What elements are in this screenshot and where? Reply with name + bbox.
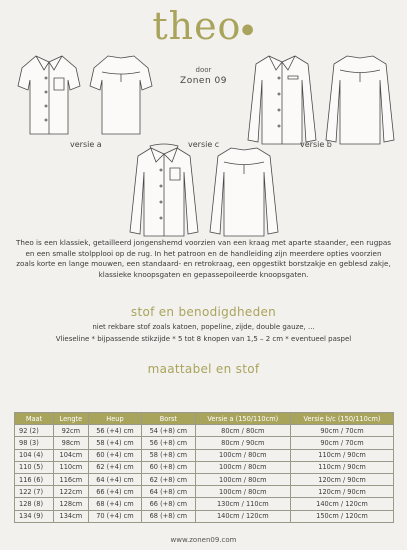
versie-b-label: versie b	[300, 140, 332, 149]
size-table-cell: 100cm / 80cm	[195, 461, 290, 473]
size-table-cell: 64 (+8) cm	[142, 486, 195, 498]
table-row	[15, 498, 394, 510]
size-table-cell: 140cm / 120cm	[291, 498, 394, 510]
table-row	[15, 510, 394, 522]
table-row	[15, 486, 394, 498]
size-table-cell: 80cm / 80cm	[195, 425, 290, 437]
shirt-versie-a-front-illustration	[14, 48, 84, 138]
size-table-cell: 120cm / 90cm	[291, 486, 394, 498]
materials-line-1: niet rekbare stof zoals katoen, popeline, zijde, double gauze, ...	[92, 323, 315, 331]
size-table-cell: 134 (9)	[15, 510, 54, 522]
size-table-cell: 134cm	[54, 510, 89, 522]
size-table-header-cell: Versie a (150/110cm)	[195, 413, 290, 425]
size-table-cell: 90cm / 70cm	[291, 425, 394, 437]
size-table-cell: 150cm / 120cm	[291, 510, 394, 522]
size-table-cell: 56 (+4) cm	[88, 425, 141, 437]
size-table-cell: 58 (+8) cm	[142, 449, 195, 461]
table-row	[15, 461, 394, 473]
size-table-cell: 56 (+8) cm	[142, 437, 195, 449]
size-table-cell: 60 (+4) cm	[88, 449, 141, 461]
size-table-cell: 90cm / 70cm	[291, 437, 394, 449]
size-table-cell: 100cm / 80cm	[195, 473, 290, 485]
size-table-header-cell: Lengte	[54, 413, 89, 425]
size-table-cell: 70 (+4) cm	[88, 510, 141, 522]
size-table-cell: 122 (7)	[15, 486, 54, 498]
size-table-cell: 98cm	[54, 437, 89, 449]
versie-a-label: versie a	[70, 140, 102, 149]
title-text: theo	[152, 4, 242, 48]
size-table-cell: 128cm	[54, 498, 89, 510]
size-table-cell: 98 (3)	[15, 437, 54, 449]
size-table-cell: 110cm / 90cm	[291, 449, 394, 461]
size-table-cell: 128 (8)	[15, 498, 54, 510]
size-table-cell: 122cm	[54, 486, 89, 498]
size-table-body	[15, 425, 394, 523]
shirt-versie-b-back-illustration	[322, 48, 398, 148]
size-table-cell: 110cm	[54, 461, 89, 473]
table-row	[15, 425, 394, 437]
size-table-cell: 110cm / 90cm	[291, 461, 394, 473]
size-table-header-cell: Heup	[88, 413, 141, 425]
size-table-cell: 68 (+8) cm	[142, 510, 195, 522]
website-url: www.zonen09.com	[170, 536, 237, 544]
materials-title: stof en benodigdheden	[130, 305, 277, 319]
size-table-cell: 104cm	[54, 449, 89, 461]
size-table-cell: 68 (+4) cm	[88, 498, 141, 510]
size-table-cell: 120cm / 90cm	[291, 473, 394, 485]
author-name: Zonen 09	[180, 76, 227, 86]
size-table-cell: 100cm / 80cm	[195, 449, 290, 461]
size-table-cell: 110 (5)	[15, 461, 54, 473]
size-table-cell: 64 (+4) cm	[88, 473, 141, 485]
size-table-cell: 104 (4)	[15, 449, 54, 461]
size-table-cell: 62 (+4) cm	[88, 461, 141, 473]
title-dot-icon: ●	[241, 21, 255, 38]
versie-c-label: versie c	[188, 140, 220, 149]
size-table-header-row	[15, 413, 394, 425]
size-table-cell: 100cm / 80cm	[195, 486, 290, 498]
size-table-header-cell: Versie b/c (150/110cm)	[291, 413, 394, 425]
size-table-cell: 92 (2)	[15, 425, 54, 437]
shirt-versie-c-back-illustration	[206, 140, 282, 240]
size-table-cell: 66 (+8) cm	[142, 498, 195, 510]
size-table-cell: 116cm	[54, 473, 89, 485]
description-text: Theo is een klassiek, getailleerd jongenshemd voorzien van een kraag met aparte staander, een rugpas en een smalle stolpplooi op de rug. In het patroon en de handleiding zijn meerdere opties voorzien zoals korte en lange mouwen, een standaard- en retrokraag, een opgestikt borstzakje en geblesd zakje, klassieke knoopsgaten en gepassepoileerde knoopsgaten.	[16, 238, 392, 279]
shirt-versie-b-front-illustration	[244, 48, 320, 148]
size-table-cell: 140cm / 120cm	[195, 510, 290, 522]
size-table-cell: 130cm / 110cm	[195, 498, 290, 510]
size-table	[14, 412, 394, 523]
size-table-cell: 116 (6)	[15, 473, 54, 485]
size-table-cell: 54 (+8) cm	[142, 425, 195, 437]
pattern-title	[0, 6, 407, 50]
table-row	[15, 473, 394, 485]
size-table-header-cell: Borst	[142, 413, 195, 425]
shirt-versie-a-back-illustration	[86, 48, 156, 138]
table-row	[15, 437, 394, 449]
size-table-cell: 66 (+4) cm	[88, 486, 141, 498]
size-table-cell: 92cm	[54, 425, 89, 437]
by-label: door	[195, 66, 212, 74]
size-table-title: maattabel en stof	[147, 362, 260, 376]
size-table-cell: 80cm / 90cm	[195, 437, 290, 449]
size-table-cell: 62 (+8) cm	[142, 473, 195, 485]
size-table-cell: 58 (+4) cm	[88, 437, 141, 449]
materials-line-2: Vlieseline * bijpassende stikzijde * 5 tot 8 knopen van 1,5 – 2 cm * eventueel paspel	[55, 335, 352, 343]
size-table-header-cell: Maat	[15, 413, 54, 425]
shirt-versie-c-front-illustration	[126, 140, 202, 240]
size-table-cell: 60 (+8) cm	[142, 461, 195, 473]
table-row	[15, 449, 394, 461]
